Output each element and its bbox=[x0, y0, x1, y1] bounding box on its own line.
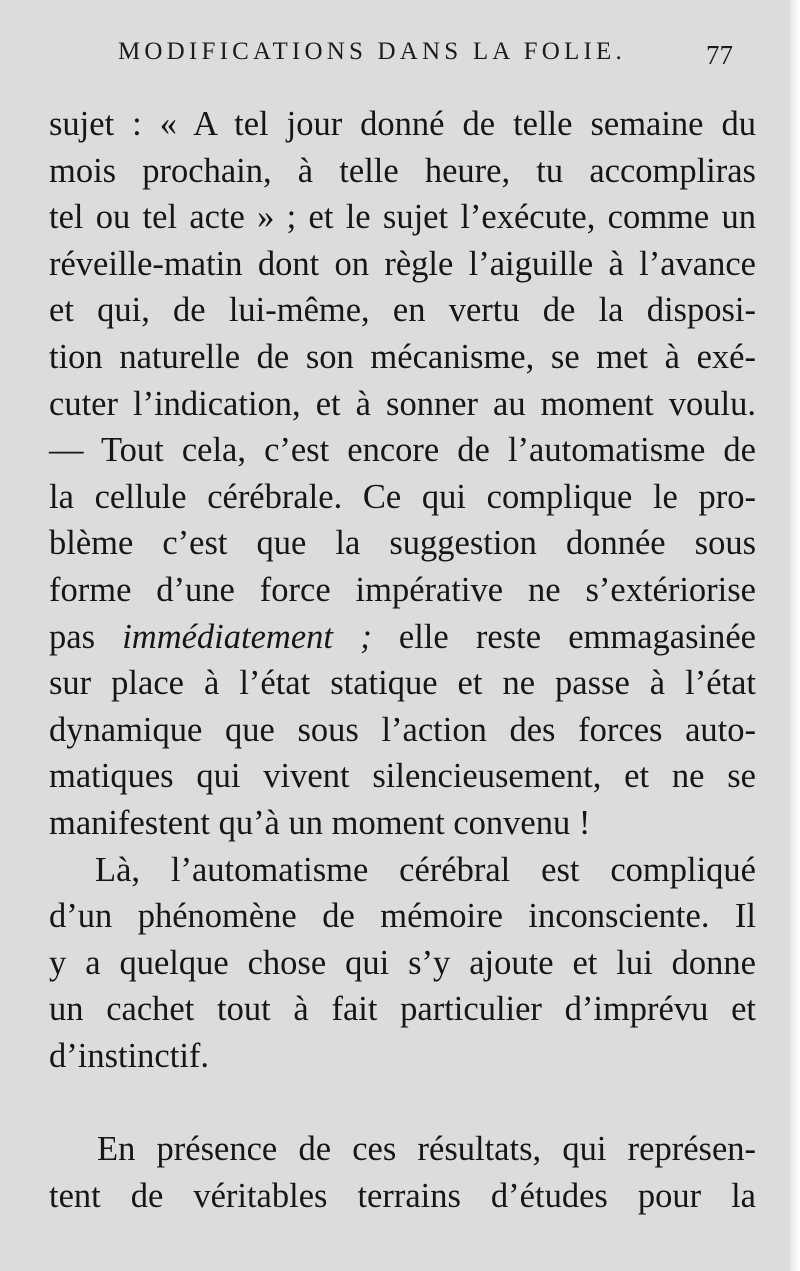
text-line: En présence de ces résultats, qui représen- bbox=[97, 1130, 756, 1169]
paragraph-2 bbox=[49, 847, 756, 1080]
text-line: tion naturelle de son mécanisme, se met à exé- bbox=[49, 337, 756, 376]
text-line: forme d’une force impérative ne s’extériorise bbox=[49, 570, 756, 609]
body-text bbox=[49, 101, 756, 1220]
page-number: 77 bbox=[706, 40, 733, 70]
text-line: sujet : « A tel jour donné de telle semaine du bbox=[49, 105, 756, 143]
text-fragment: pas bbox=[49, 617, 123, 656]
text-line: — Tout cela, c’est encore de l’automatisme de bbox=[49, 431, 756, 470]
text-line: un cachet tout à fait particulier d’imprévu et bbox=[49, 990, 756, 1029]
text-line: dynamique que sous l’action des forces auto- bbox=[49, 710, 756, 749]
text-line: Là, l’automatisme cérébral est compliqué bbox=[95, 850, 756, 889]
text-line: la cellule cérébrale. Ce qui complique le pro- bbox=[49, 477, 756, 516]
section-gap bbox=[49, 1079, 756, 1126]
paragraph-3 bbox=[49, 1126, 756, 1219]
text-line: et qui, de lui-même, en vertu de la disposi- bbox=[49, 291, 756, 330]
text-line: d’un phénomène de mémoire inconsciente. Il bbox=[49, 897, 756, 936]
text-line: cuter l’indication, et à sonner au moment voulu. bbox=[49, 384, 756, 423]
page-edge bbox=[790, 0, 800, 1271]
text-line: tent de véritables terrains d’études pour la bbox=[49, 1177, 756, 1216]
text-line: mois prochain, à telle heure, tu accompliras bbox=[49, 151, 756, 190]
text-line: d’instinctif. bbox=[49, 1036, 210, 1075]
text-line: sur place à l’état statique et ne passe à l’état bbox=[49, 664, 756, 703]
running-title: MODIFICATIONS DANS LA FOLIE. bbox=[118, 38, 626, 65]
text-fragment: elle reste emmagasinée bbox=[371, 617, 756, 656]
text-line: manifestent qu’à un moment convenu ! bbox=[49, 803, 591, 842]
page-header bbox=[0, 38, 800, 78]
text-line: matiques qui vivent silencieusement, et ne se bbox=[49, 757, 756, 796]
paragraph-1 bbox=[49, 101, 756, 847]
text-line: y a quelque chose qui s’y ajoute et lui donne bbox=[49, 943, 756, 982]
text-line: blème c’est que la suggestion donnée sous bbox=[49, 524, 756, 563]
text-line-with-emphasis bbox=[49, 614, 756, 661]
emphasized-word: immédiatement ; bbox=[122, 617, 372, 656]
text-line: réveille-matin dont on règle l’aiguille à l’avance bbox=[49, 244, 756, 283]
text-line: tel ou tel acte » ; et le sujet l’exécute, comme un bbox=[49, 198, 756, 237]
